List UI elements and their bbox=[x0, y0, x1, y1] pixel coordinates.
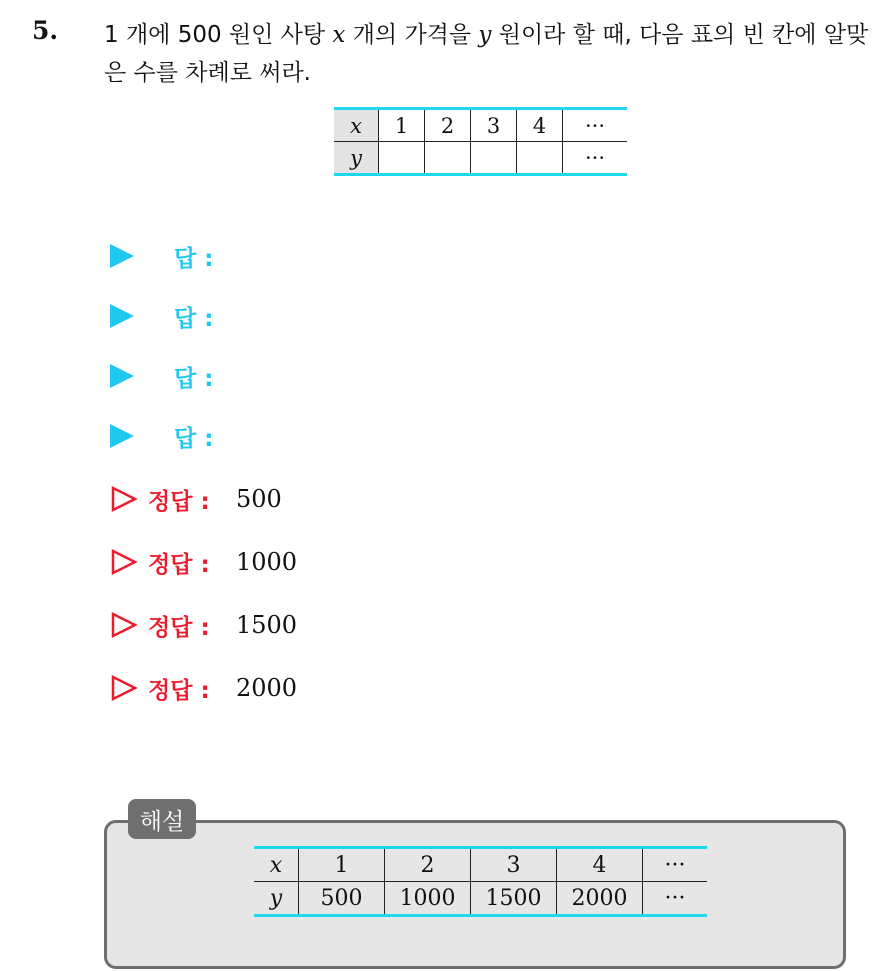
answer-label: 답 : bbox=[174, 425, 214, 452]
answer-row[interactable] bbox=[110, 301, 213, 331]
outline-triangle-icon bbox=[110, 611, 138, 639]
table-cell: ··· bbox=[643, 848, 708, 882]
table-header-cell: y bbox=[254, 882, 299, 916]
solution-tag: 해설 bbox=[128, 799, 196, 839]
table-row-x bbox=[254, 848, 707, 882]
correct-answer-row bbox=[110, 608, 297, 642]
blank-cell[interactable] bbox=[471, 142, 517, 175]
answer-label: 답 : bbox=[174, 305, 214, 332]
table-header-cell: x bbox=[254, 848, 299, 882]
question-text bbox=[104, 16, 874, 92]
table-cell: 1500 bbox=[471, 882, 557, 916]
answer-label: 답 : bbox=[174, 365, 214, 392]
correct-label: 정답 : bbox=[148, 677, 210, 704]
table-row-y bbox=[254, 882, 707, 916]
table-cell: 4 bbox=[557, 848, 643, 882]
outline-triangle-icon bbox=[110, 485, 138, 513]
answer-arrow-icon bbox=[110, 364, 134, 388]
table-cell: ··· bbox=[643, 882, 708, 916]
table-row-x bbox=[334, 109, 627, 142]
table-cell: 1 bbox=[299, 848, 385, 882]
question-text-part: 원이라 할 때, 다음 표의 빈 칸에 알맞은 수를 차례로 써라. bbox=[104, 22, 869, 86]
correct-answer-row bbox=[110, 482, 282, 516]
correct-value: 500 bbox=[236, 485, 282, 513]
question-number: 5. bbox=[32, 16, 59, 45]
question-table bbox=[334, 107, 627, 176]
answer-row[interactable] bbox=[110, 361, 213, 391]
table-cell: 2000 bbox=[557, 882, 643, 916]
table-cell: 4 bbox=[517, 109, 563, 142]
answer-label: 답 : bbox=[174, 245, 214, 272]
solution-table bbox=[254, 846, 707, 917]
table-cell: 2 bbox=[385, 848, 471, 882]
correct-value: 1000 bbox=[236, 548, 298, 576]
answer-arrow-icon bbox=[110, 424, 134, 448]
table-row-y bbox=[334, 142, 627, 175]
table-cell: 3 bbox=[471, 109, 517, 142]
table-cell: 3 bbox=[471, 848, 557, 882]
question-text-part: 1 개에 500 원인 사탕 bbox=[104, 22, 333, 48]
correct-label: 정답 : bbox=[148, 614, 210, 641]
blank-cell[interactable] bbox=[425, 142, 471, 175]
correct-label: 정답 : bbox=[148, 551, 210, 578]
table-cell: 1000 bbox=[385, 882, 471, 916]
table-header-cell: x bbox=[334, 109, 379, 142]
correct-value: 1500 bbox=[236, 611, 298, 639]
question-text-part: 개의 가격을 bbox=[345, 22, 479, 48]
table-header-cell: y bbox=[334, 142, 379, 175]
table-cell: 2 bbox=[425, 109, 471, 142]
answer-row[interactable] bbox=[110, 421, 213, 451]
blank-cell[interactable] bbox=[517, 142, 563, 175]
outline-triangle-icon bbox=[110, 674, 138, 702]
correct-answer-row bbox=[110, 671, 297, 705]
variable-x: x bbox=[332, 22, 346, 48]
table-cell: 1 bbox=[379, 109, 425, 142]
blank-cell[interactable] bbox=[379, 142, 425, 175]
answer-arrow-icon bbox=[110, 304, 134, 328]
correct-value: 2000 bbox=[236, 674, 298, 702]
answer-row[interactable] bbox=[110, 241, 213, 271]
variable-y: y bbox=[478, 22, 492, 48]
table-cell: 500 bbox=[299, 882, 385, 916]
table-cell: ··· bbox=[563, 142, 628, 175]
outline-triangle-icon bbox=[110, 548, 138, 576]
correct-answer-row bbox=[110, 545, 297, 579]
answer-arrow-icon bbox=[110, 244, 134, 268]
correct-label: 정답 : bbox=[148, 488, 210, 515]
table-cell: ··· bbox=[563, 109, 628, 142]
